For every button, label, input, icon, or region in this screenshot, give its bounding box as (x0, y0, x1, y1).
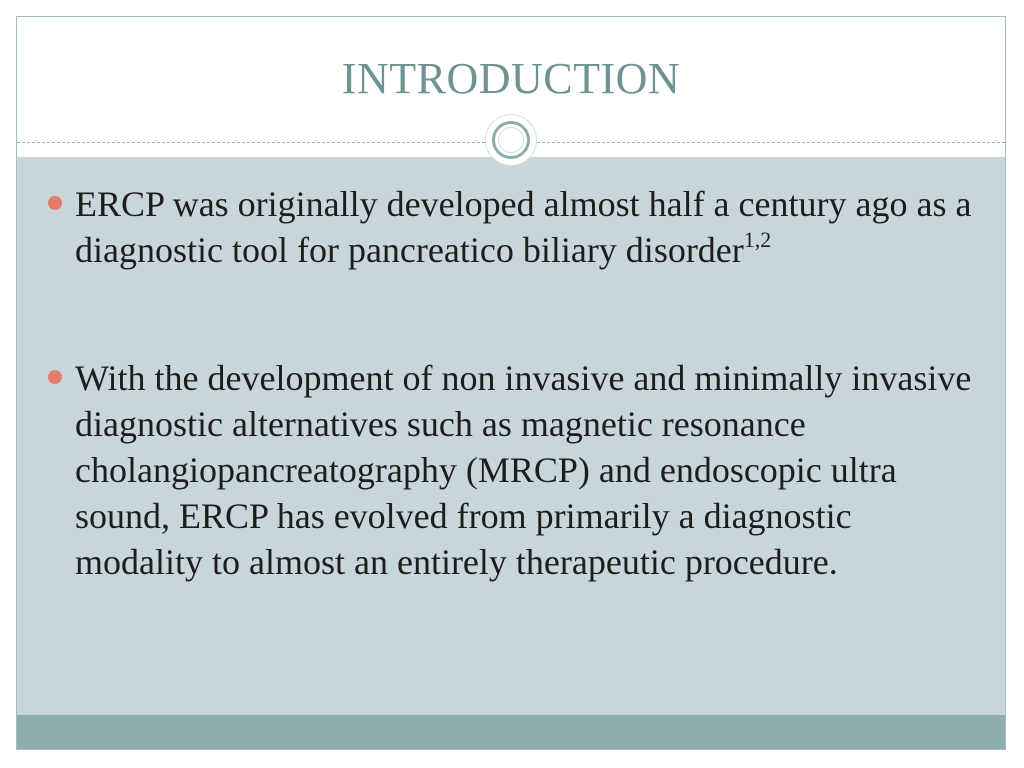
slide (16, 16, 1006, 750)
circle-bullet-icon (48, 196, 62, 210)
ornament-inner-ring (498, 127, 524, 153)
ornament-outer-ring (492, 121, 530, 159)
bullet-item (17, 181, 1005, 273)
slide-title: INTRODUCTION (341, 54, 681, 103)
bullet-item (17, 355, 1005, 585)
circle-bullet-icon (48, 370, 62, 384)
citation-superscript: 1,2 (743, 227, 772, 252)
footer-band (17, 715, 1005, 750)
bullet-list (17, 181, 1005, 585)
bullet-text: ERCP was originally developed almost half a century ago as a diagnostic tool for pancreatico biliary disorder (75, 184, 972, 270)
ring-ornament-icon (485, 114, 537, 166)
bullet-text: With the development of non invasive and minimally invasive diagnostic alternatives such as magnetic resonance cholangiopancreatography (MRCP) and endoscopic ultra sound, ERCP has evolved from primarily a diagnostic modality to almost an entirely therapeutic procedure. (75, 358, 972, 582)
